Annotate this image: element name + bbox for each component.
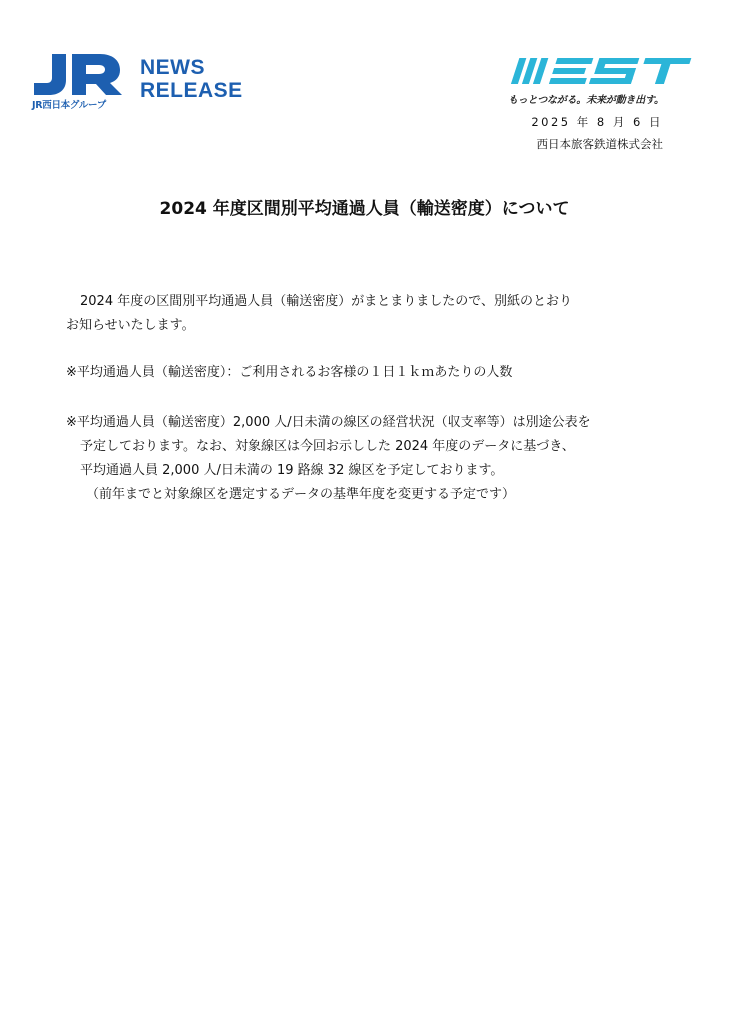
west-brand-logo <box>508 56 698 106</box>
news-release-heading <box>140 56 243 102</box>
page-title: 2024 年度区間別平均通過人員（輸送密度）について <box>159 199 570 219</box>
news-release-line-1: NEWS <box>140 56 205 79</box>
disclosure-line-2: 予定しております。なお、対象線区は今回お示しした 2024 年度のデータに基づき、 <box>80 439 575 454</box>
disclosure-line-4: （前年までと対象線区を選定するデータの基準年度を変更する予定です） <box>86 487 516 502</box>
intro-line-1: 2024 年度の区間別平均通過人員（輸送密度）がまとまりましたので、別紙のとおり <box>80 294 572 309</box>
west-tagline: もっとつながる。未来が動き出す。 <box>508 95 664 106</box>
disclosure-note <box>66 411 666 507</box>
jr-west-group-logo <box>32 52 124 114</box>
west-logo-mark-icon <box>508 56 696 88</box>
release-date: 2025 年 8 月 6 日 <box>531 115 663 129</box>
disclosure-line-1: ※平均通過人員（輸送密度）2,000 人/日未満の線区の経営状況（収支率等）は別途公表を <box>66 415 591 430</box>
intro-paragraph <box>66 290 666 338</box>
definition-note-line: ※平均通過人員（輸送密度）：ご利用されるお客様の１日１ｋｍあたりの人数 <box>66 365 513 380</box>
jr-logo-mark-icon <box>32 52 124 96</box>
definition-note <box>66 361 666 385</box>
intro-line-2: お知らせいたします。 <box>66 318 195 333</box>
company-name: 西日本旅客鉄道株式会社 <box>536 137 663 151</box>
jr-group-label: JR西日本グループ <box>32 100 106 111</box>
news-release-line-2: RELEASE <box>140 79 243 102</box>
disclosure-line-3: 平均通過人員 2,000 人/日未満の 19 路線 32 線区を予定しております。 <box>80 463 504 478</box>
